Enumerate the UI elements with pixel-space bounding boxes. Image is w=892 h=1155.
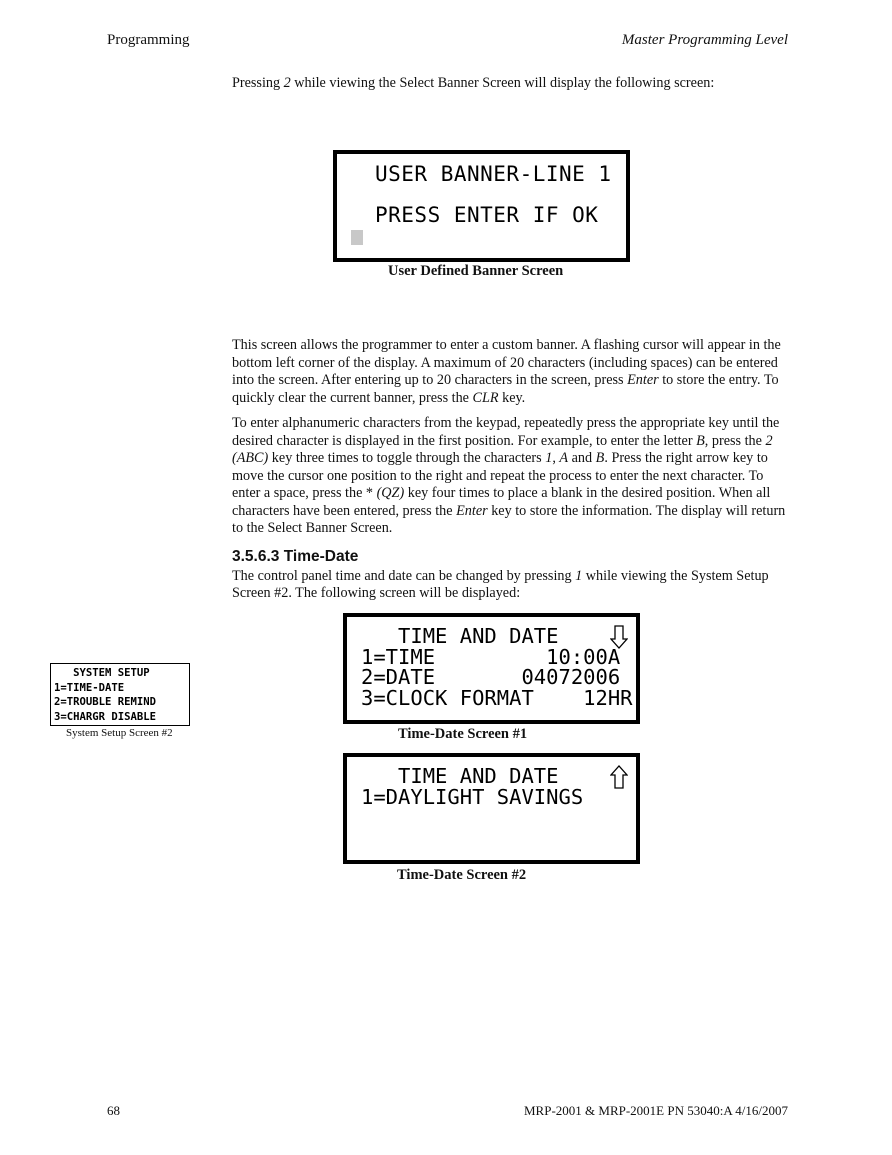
time-date-lcd-screen-2: [343, 753, 640, 864]
lcd-line: PRESS ENTER IF OK: [375, 203, 599, 227]
header-section-title: Programming: [107, 32, 190, 48]
time-date-screen-1-caption: Time-Date Screen #1: [398, 726, 528, 742]
paragraph-alphanumeric-entry: To enter alphanumeric characters from the keypad, repeatedly press the appropriate key until the desired character is displayed in the first position. For example, to enter the letter B, press the 2 (ABC) key three times to toggle through the characters 1, A and B. Press the right arrow key to move the cursor one position to the right and repeat the process to enter the next character. To enter a space, press the * (QZ) key four times to place a blank in the desired position. When all characters have been entered, press the Enter key to store the information. The display will return to the Select Banner Screen.: [232, 415, 786, 536]
intro-paragraph: Pressing 2 while viewing the Select Banner Screen will display the following screen:: [232, 75, 715, 91]
body-paragraphs: [232, 337, 788, 546]
lcd-line: 1=TIME-DATE: [54, 681, 125, 694]
time-date-lcd-screen-1: [343, 613, 640, 724]
lcd-line: TIME AND DATE: [361, 764, 559, 788]
lcd-line: USER BANNER-LINE 1: [375, 162, 612, 186]
page-number: 68: [107, 1103, 120, 1118]
time-date-paragraph: The control panel time and date can be changed by pressing 1 while viewing the System Setup Screen #2. The following screen will be displayed:: [232, 567, 769, 601]
time-date-screen-2-caption: Time-Date Screen #2: [397, 867, 527, 883]
lcd-line: 3=CLOCK FORMAT 12HR: [361, 685, 633, 710]
lcd-line: 3=CHARGR DISABLE: [54, 710, 157, 723]
section-heading: 3.5.6.3 Time-Date: [232, 548, 359, 565]
document-id: MRP-2001 & MRP-2001E PN 53040:A 4/16/2007: [523, 1103, 788, 1118]
header-chapter-title: Master Programming Level: [621, 32, 788, 48]
flashing-cursor: [351, 230, 363, 245]
system-setup-lcd-screen: [50, 663, 190, 726]
lcd-line: 1=DAYLIGHT SAVINGS: [361, 784, 584, 809]
up-arrow-icon: [610, 765, 628, 789]
lcd-line: TIME AND DATE: [361, 624, 559, 648]
lcd-line: SYSTEM SETUP: [54, 667, 150, 679]
time-date-section: [232, 546, 788, 603]
lcd-line: 2=TROUBLE REMIND: [54, 696, 157, 708]
down-arrow-icon: [610, 625, 628, 649]
banner-screen-caption: User Defined Banner Screen: [388, 263, 564, 279]
system-setup-caption: System Setup Screen #2: [66, 727, 173, 739]
user-banner-lcd-screen: [333, 150, 630, 262]
paragraph-custom-banner: This screen allows the programmer to enter a custom banner. A flashing cursor will appear in the bottom left corner of the display. A maximum of 20 characters (including spaces) can be entered into the screen. After entering up to 20 characters in the screen, press Enter to store the entry. To quickly clear the current banner, press the CLR key.: [232, 337, 781, 406]
lcd-line: 2=DATE 04072006: [361, 665, 621, 689]
lcd-line: 1=TIME 10:00A: [361, 644, 621, 669]
